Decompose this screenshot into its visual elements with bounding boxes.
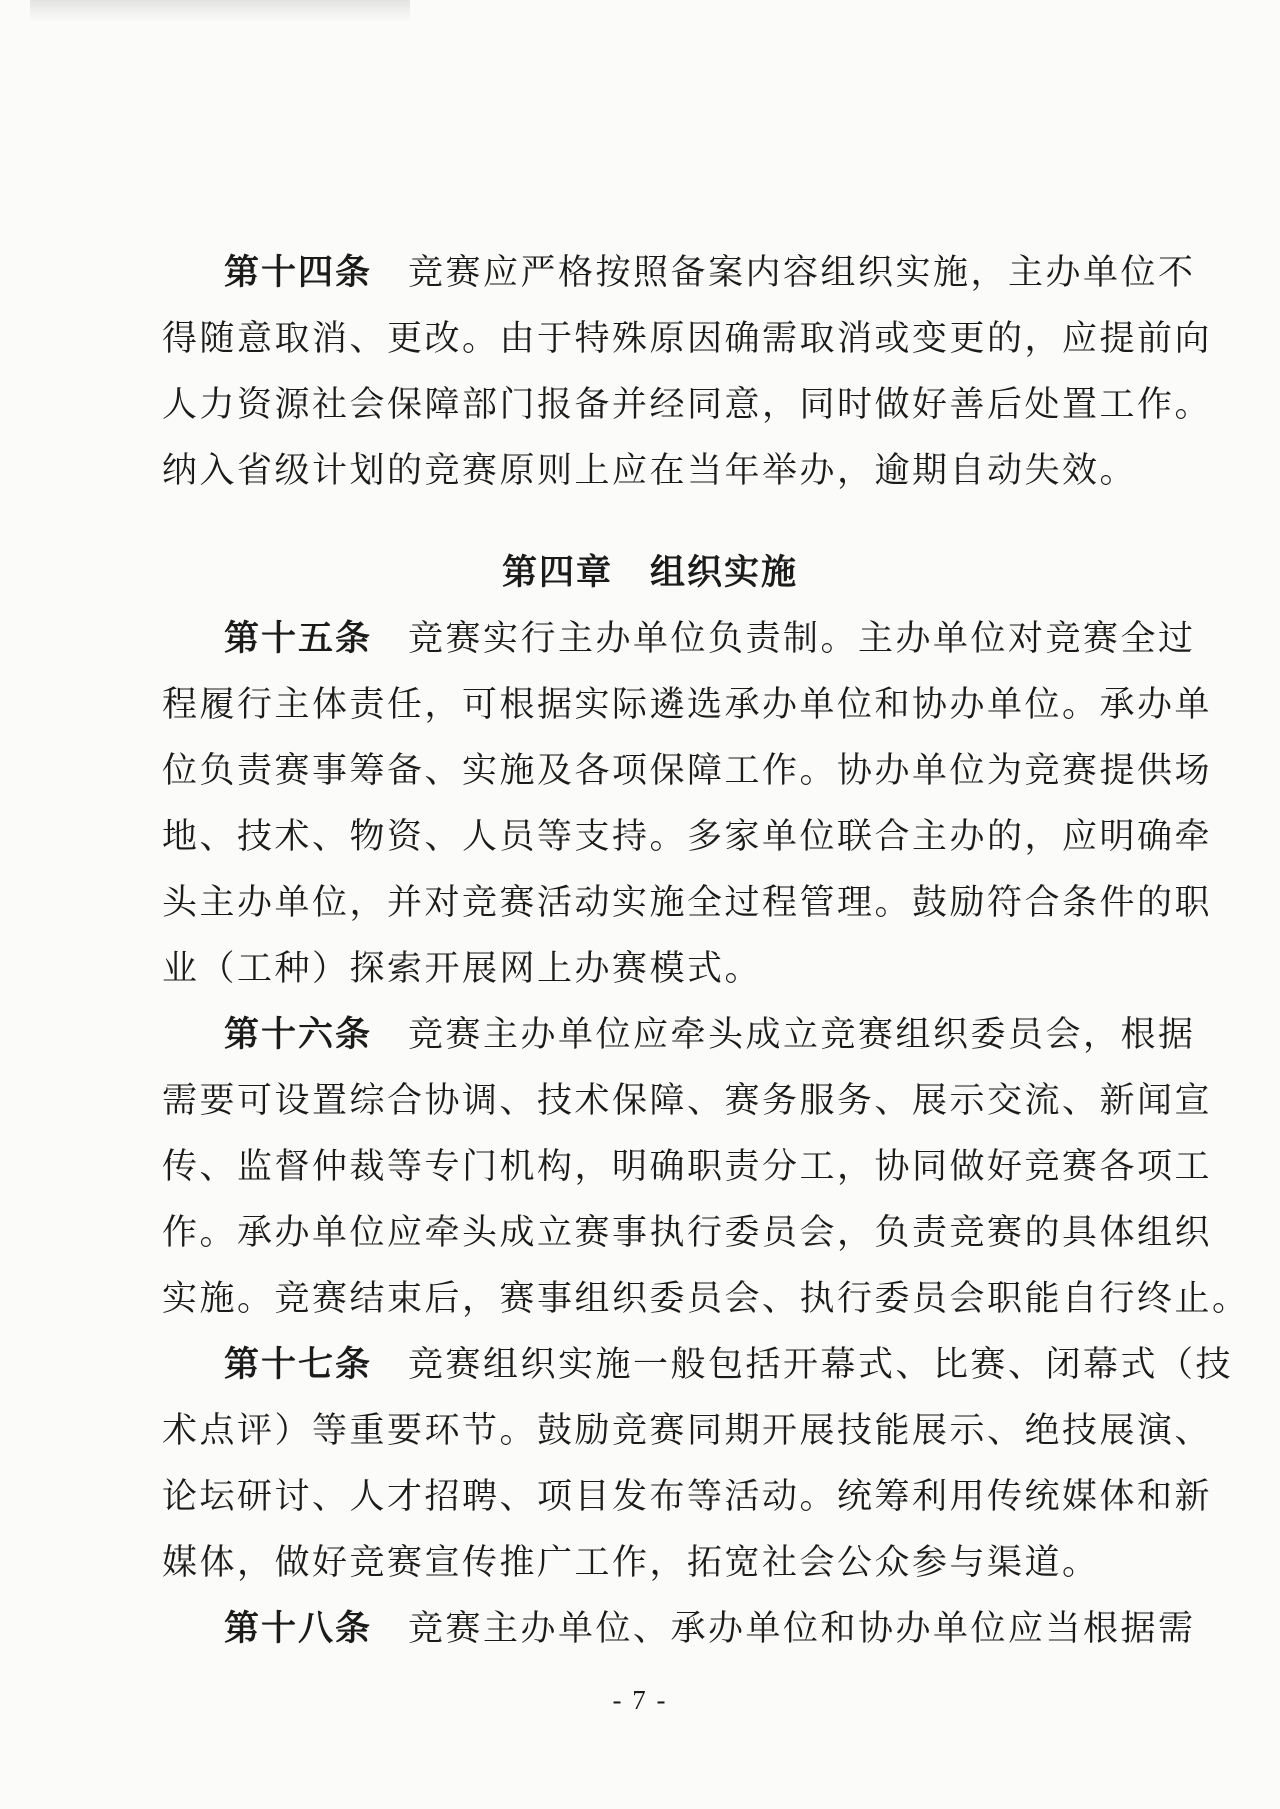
paragraph-line: 得随意取消、更改。由于特殊原因确需取消或变更的，应提前向: [162, 319, 1213, 359]
paragraph-line: 地、技术、物资、人员等支持。多家单位联合主办的，应明确牵: [162, 817, 1213, 857]
paragraph-line: [162, 1332, 1234, 1398]
article-label: 第十六条: [224, 1014, 373, 1055]
paragraph-line: 论坛研讨、人才招聘、项目发布等活动。统筹利用传统媒体和新: [162, 1477, 1213, 1517]
paragraph-line: 头主办单位，并对竞赛活动实施全过程管理。鼓励符合条件的职: [162, 883, 1213, 923]
article-16: [162, 1002, 1250, 1332]
paragraph-line: 位负责赛事筹备、实施及各项保障工作。协办单位为竞赛提供场: [162, 751, 1213, 791]
article-label: 第十四条: [224, 252, 373, 293]
paragraph-line: [162, 606, 1196, 672]
article-14: [162, 240, 1213, 504]
article-text: 竞赛组织实施一般包括开幕式、比赛、闭幕式（技: [408, 1345, 1234, 1385]
article-15: [162, 606, 1213, 1002]
paragraph-line: 作。承办单位应牵头成立赛事执行委员会，负责竞赛的具体组织: [162, 1213, 1213, 1253]
article-text: 竞赛主办单位、承办单位和协办单位应当根据需: [408, 1609, 1196, 1649]
article-label: 第十五条: [224, 618, 373, 659]
page-number: - 7 -: [612, 1685, 668, 1715]
paragraph-line: 术点评）等重要环节。鼓励竞赛同期开展技能展示、绝技展演、: [162, 1411, 1213, 1451]
chapter-title: 第四章 组织实施: [501, 552, 798, 593]
paragraph-line: [162, 1002, 1196, 1068]
paragraph-line: 实施。竞赛结束后，赛事组织委员会、执行委员会职能自行终止。: [162, 1279, 1250, 1319]
paragraph-line: 人力资源社会保障部门报备并经同意，同时做好善后处置工作。: [162, 385, 1213, 425]
paragraph-line: [162, 240, 1196, 306]
paragraph-line: 需要可设置综合协调、技术保障、赛务服务、展示交流、新闻宣: [162, 1081, 1213, 1121]
article-text: 竞赛主办单位应牵头成立竞赛组织委员会，根据: [408, 1015, 1196, 1055]
scan-artifact: [30, 0, 410, 22]
article-label: 第十八条: [224, 1608, 373, 1649]
paragraph-line: 业（工种）探索开展网上办赛模式。: [162, 949, 763, 989]
paragraph-line: 媒体，做好竞赛宣传推广工作，拓宽社会公众参与渠道。: [162, 1543, 1100, 1583]
paragraph-line: 传、监督仲裁等专门机构，明确职责分工，协同做好竞赛各项工: [162, 1147, 1213, 1187]
paragraph-line: [162, 1596, 1196, 1662]
paragraph-line: 程履行主体责任，可根据实际遴选承办单位和协办单位。承办单: [162, 685, 1213, 725]
article-text: 竞赛应严格按照备案内容组织实施，主办单位不: [408, 253, 1196, 293]
article-17: [162, 1332, 1234, 1596]
article-label: 第十七条: [224, 1344, 373, 1385]
article-18: [162, 1596, 1196, 1662]
article-text: 竞赛实行主办单位负责制。主办单位对竞赛全过: [408, 619, 1196, 659]
paragraph-line: 纳入省级计划的竞赛原则上应在当年举办，逾期自动失效。: [162, 451, 1138, 491]
document-body: [162, 240, 1250, 1662]
